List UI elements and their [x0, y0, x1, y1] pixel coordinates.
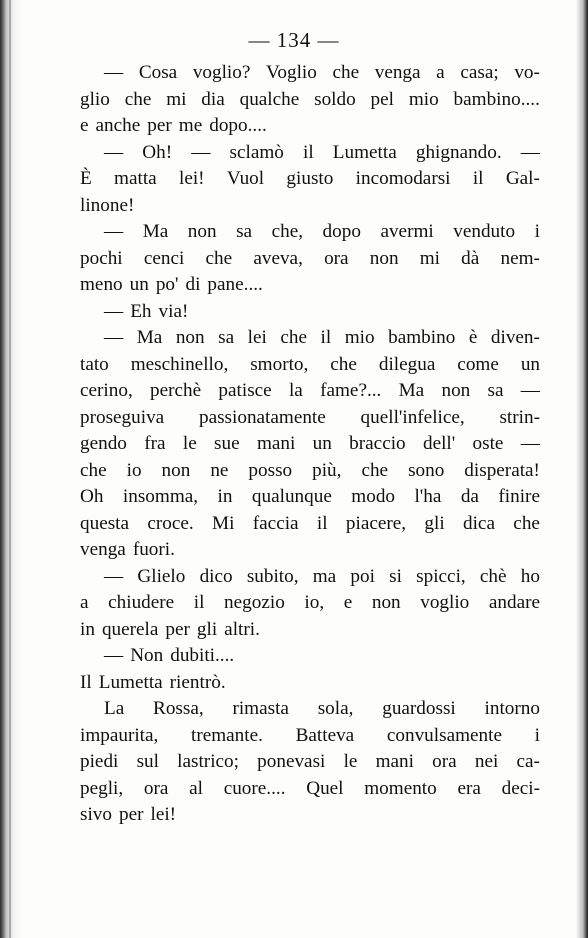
word: tato [80, 353, 109, 375]
word: lei [247, 327, 267, 348]
word: dia [201, 88, 225, 110]
word: — [104, 300, 124, 322]
word: lei! [178, 168, 205, 189]
page-number: — 134 — [248, 28, 340, 52]
text-line [80, 723, 540, 750]
word: aveva, [253, 247, 303, 269]
word: io [126, 459, 142, 481]
word: rimasta [232, 698, 289, 719]
word: era [457, 777, 481, 799]
word: lei! [150, 804, 177, 825]
word: ne [210, 459, 229, 481]
text-line [80, 776, 540, 803]
word: mio [344, 327, 375, 348]
word: gli [424, 512, 445, 534]
word: si [389, 565, 402, 587]
word: dopo.... [209, 115, 267, 136]
word: posso [248, 459, 293, 481]
word: — [520, 141, 540, 163]
word: Il [80, 671, 92, 693]
word: non [441, 380, 471, 401]
word: dell' [422, 433, 456, 454]
word: smorto, [250, 353, 309, 375]
word: altri. [224, 618, 260, 640]
word: Oh! [142, 141, 173, 163]
text-line [80, 484, 540, 511]
word: Vuol [226, 168, 265, 189]
word: venga [80, 539, 126, 560]
word: per [165, 618, 190, 640]
word: e [343, 592, 353, 613]
word: non [175, 327, 205, 348]
word: non [371, 592, 401, 613]
word: casa; [460, 62, 499, 83]
word: anche [95, 115, 141, 136]
word: la [288, 380, 303, 401]
word: lastrico; [177, 751, 239, 772]
word: insomma, [122, 486, 199, 507]
word: non [161, 459, 191, 481]
word: negozio [224, 592, 285, 613]
word: ora [143, 777, 169, 799]
text-line [80, 802, 540, 829]
word: venduto [453, 221, 516, 242]
word: ponevasi [257, 751, 326, 772]
word: chiudere [108, 592, 175, 613]
text-line [80, 378, 540, 405]
word: che [361, 459, 389, 481]
word: convulsamente [386, 724, 502, 746]
word: Quel [306, 777, 344, 799]
word: strin- [499, 406, 540, 428]
word: a [436, 62, 445, 83]
word: cerino, [80, 380, 133, 401]
text-line [80, 590, 540, 617]
word: Cosa [138, 62, 178, 83]
word: fuori. [132, 539, 175, 560]
word: Gal- [505, 168, 540, 189]
word: mio [408, 88, 439, 110]
word: qualunque [251, 486, 332, 507]
word: deci- [501, 777, 540, 799]
word: sul [136, 751, 159, 772]
text-line [80, 140, 540, 167]
word: le [343, 751, 358, 772]
word: un [520, 353, 540, 375]
word: glio [80, 88, 110, 110]
word: croce. [147, 512, 194, 534]
word: pochi [80, 247, 123, 269]
text-line [80, 299, 540, 326]
word: che [513, 512, 540, 534]
word: qualche [239, 88, 300, 110]
text-line [80, 166, 540, 193]
word: voglio [420, 592, 470, 613]
word: disperata! [464, 459, 540, 481]
word: che [205, 247, 233, 269]
word: patisce [218, 380, 272, 401]
word: modo [351, 486, 396, 507]
word: io, [304, 592, 325, 613]
word: Glielo [137, 565, 186, 587]
word: da [460, 486, 479, 507]
word: che [124, 88, 152, 110]
text-line [80, 325, 540, 352]
word: perchè [150, 380, 202, 401]
word: Lumetta [98, 671, 163, 693]
word: me [178, 115, 203, 136]
word: avermi [380, 221, 434, 242]
word: faccia [252, 512, 299, 534]
text-line [80, 87, 540, 114]
text-line [80, 219, 540, 246]
word: momento [364, 777, 437, 799]
word: i [534, 724, 540, 746]
word: come [457, 353, 499, 375]
word: Voglio [266, 62, 317, 83]
word: che [332, 62, 360, 83]
word: fame?... [320, 380, 382, 401]
word: i [534, 221, 540, 242]
word: Ma [398, 380, 425, 401]
word: per [119, 804, 144, 825]
word: — [104, 327, 124, 348]
word: diven- [490, 327, 540, 348]
word: soldo [314, 88, 356, 110]
word: vo- [514, 62, 540, 83]
word: chè [479, 565, 507, 587]
word: ho [520, 565, 540, 587]
word: non [187, 221, 217, 242]
word: dubiti.... [170, 645, 235, 666]
word: cuore.... [223, 777, 286, 799]
word: po' [155, 274, 179, 295]
word: meschinello, [130, 353, 229, 375]
word: — [104, 645, 124, 666]
word: La [104, 698, 125, 719]
word: un [312, 433, 332, 454]
word: non [369, 247, 399, 269]
word: a [80, 592, 89, 613]
word: passionatamente [198, 406, 326, 428]
page-edge-right [576, 0, 588, 938]
word: bambino.... [453, 88, 540, 110]
text-line [80, 564, 540, 591]
word: sa [236, 221, 253, 242]
word: intorno [484, 698, 540, 719]
word: giusto [286, 168, 334, 189]
word: Rossa, [153, 698, 204, 719]
text-line [80, 352, 540, 379]
text-line [80, 246, 540, 273]
text-line [80, 511, 540, 538]
word: le [182, 433, 197, 454]
word: che [80, 459, 107, 481]
word: poi [350, 565, 375, 587]
word: l'ha [414, 486, 442, 507]
word: Eh [130, 300, 152, 322]
word: gendo [80, 433, 127, 454]
word: ma [312, 565, 337, 587]
word: proseguiva [80, 406, 165, 428]
word: dico [199, 565, 233, 587]
word: venga [374, 62, 421, 83]
word: incomodarsi [355, 168, 451, 189]
binding-line-left [9, 0, 11, 938]
word: matta [114, 168, 157, 189]
word: mani [375, 751, 414, 772]
word: che [280, 327, 308, 348]
word: di [185, 274, 201, 295]
word: Batteva [295, 724, 355, 746]
word: sclamò [229, 141, 284, 163]
word: questa [80, 512, 130, 534]
word: il [193, 592, 205, 613]
word: impaurita, [80, 724, 159, 746]
word: che, [271, 221, 304, 242]
word: oste [472, 433, 504, 454]
word: Ma [142, 221, 169, 242]
word: pane.... [207, 274, 263, 295]
text-line [80, 272, 540, 299]
word: Oh [80, 486, 104, 507]
word: meno [80, 274, 123, 295]
word: dà [461, 247, 480, 269]
word: finire [498, 486, 540, 507]
word: il [320, 327, 332, 348]
text-line [80, 537, 540, 564]
word: dilegua [378, 353, 436, 375]
word: bambino [388, 327, 456, 348]
word: pel [370, 88, 394, 110]
word: braccio [349, 433, 406, 454]
word: ghignando. [415, 141, 502, 163]
text-line [80, 643, 540, 670]
word: subito, [246, 565, 299, 587]
word: che [330, 353, 357, 375]
word: — [104, 565, 124, 587]
word: sola, [317, 698, 354, 719]
word: Lumetta [332, 141, 397, 163]
word: Mi [212, 512, 235, 534]
word: piacere, [345, 512, 407, 534]
text-line [80, 696, 540, 723]
text-line [80, 431, 540, 458]
binding-shadow-left [0, 0, 22, 938]
text-line [80, 193, 540, 220]
word: è [468, 327, 478, 348]
word: spicci, [416, 565, 466, 587]
word: ora [324, 247, 349, 269]
word: — [104, 141, 124, 163]
word: ca- [516, 751, 540, 772]
word: Non [130, 645, 164, 666]
word: ora [432, 751, 457, 772]
word: querela [101, 618, 159, 640]
word: Ma [136, 327, 163, 348]
word: guardossi [382, 698, 456, 719]
word: — [104, 62, 124, 83]
word: un [129, 274, 149, 295]
word: per [147, 115, 172, 136]
text-line [80, 60, 540, 87]
word: in [80, 618, 95, 640]
word: andare [488, 592, 540, 613]
body-text [80, 60, 540, 829]
word: nei [474, 751, 499, 772]
text-line [80, 749, 540, 776]
word: dopo [322, 221, 361, 242]
word: mani [256, 433, 296, 454]
word: fra [144, 433, 166, 454]
word: rientrò. [169, 671, 226, 693]
word: in [217, 486, 233, 507]
word: pegli, [80, 777, 124, 799]
text-line [80, 113, 540, 140]
word: cenci [143, 247, 185, 269]
text-line [80, 617, 540, 644]
word: mi [419, 247, 440, 269]
text-line [80, 670, 540, 697]
word: il [303, 141, 314, 163]
word: più, [312, 459, 342, 481]
text-line [80, 405, 540, 432]
word: nem- [500, 247, 540, 269]
word: e [80, 115, 89, 136]
word: sa [487, 380, 504, 401]
word: sivo [80, 804, 112, 825]
word: — [520, 380, 540, 401]
word: sono [408, 459, 445, 481]
word: gli [196, 618, 218, 640]
word: — [191, 141, 211, 163]
word: dica [463, 512, 495, 534]
word: sue [214, 433, 240, 454]
word: mi [166, 88, 187, 110]
word: al [189, 777, 203, 799]
word: il [316, 512, 328, 534]
word: voglio? [192, 62, 251, 83]
word: linone! [80, 194, 135, 216]
word: — [104, 221, 124, 242]
word: via! [158, 300, 189, 322]
word: È [80, 168, 92, 189]
word: piedi [80, 751, 119, 772]
word: — [520, 433, 540, 454]
word: tremante. [191, 724, 263, 746]
text-line [80, 458, 540, 485]
word: il [472, 168, 484, 189]
word: sa [218, 327, 235, 348]
word: quell'infelice, [360, 406, 465, 428]
